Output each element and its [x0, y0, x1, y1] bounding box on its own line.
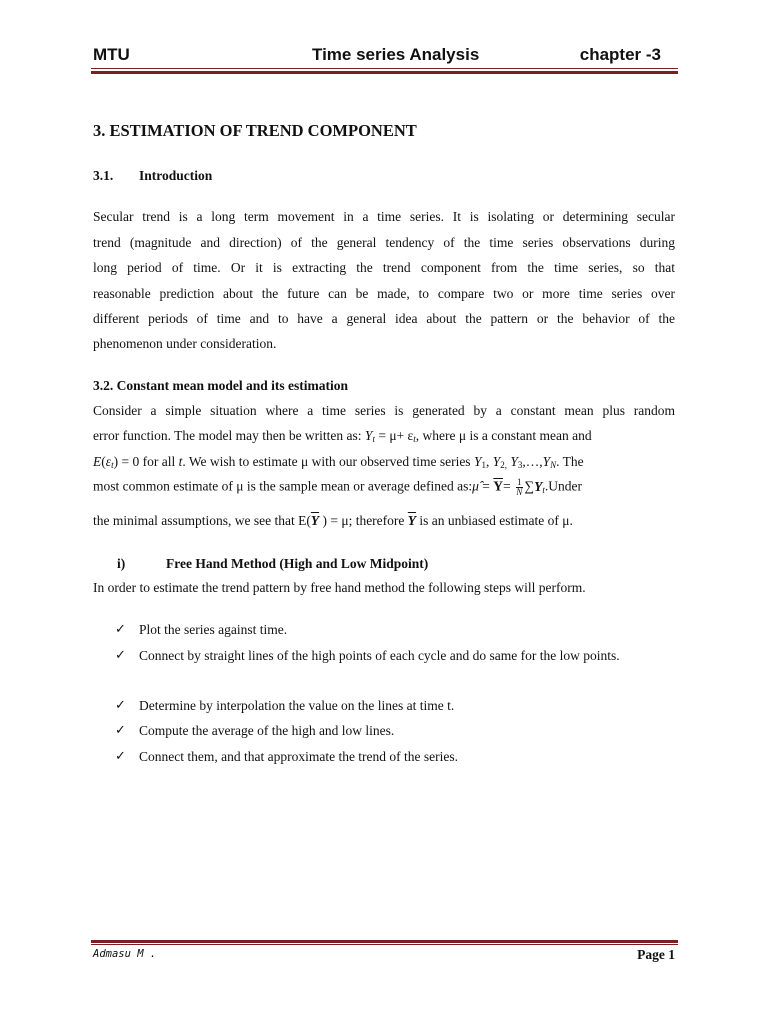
footer-rule-thin — [91, 944, 678, 945]
footer-author: Admasu M . — [93, 948, 157, 960]
page-header — [93, 45, 675, 67]
subsection-heading — [117, 556, 429, 572]
check-icon: ✓ — [115, 723, 126, 738]
paragraph-line: Consider a simple situation where a time series is generated by a constant mean plus random — [93, 403, 675, 418]
section-3-2-heading: 3.2. Constant mean model and its estimation — [93, 378, 349, 393]
paragraph-line: phenomenon under consideration. — [93, 336, 277, 351]
fraction-one-over-n: $\frac{1}{N}$ — [516, 477, 523, 497]
header-rule-thick — [91, 71, 678, 74]
check-icon: ✓ — [115, 698, 126, 713]
section-3-1-heading — [93, 168, 213, 184]
page-number: Page 1 — [637, 947, 675, 962]
subsection-intro: In order to estimate the trend pattern by free hand method the following steps will perform. — [93, 580, 586, 595]
footer-rule-thick — [91, 940, 678, 943]
paragraph-line: Secular trend is a long term movement in a time series. It is isolating or determining secular — [93, 209, 675, 224]
section-number: 3.1. — [93, 168, 114, 183]
model-equation: = μ+ ε — [378, 428, 414, 443]
header-left: MTU — [93, 45, 130, 64]
check-icon: ✓ — [115, 749, 126, 764]
header-right: chapter -3 — [579, 45, 661, 64]
subsection-title: Free Hand Method (High and Low Midpoint) — [166, 556, 429, 571]
chapter-title: 3. ESTIMATION OF TREND COMPONENT — [93, 121, 417, 140]
model-equation-line: error function. The model may then be written as: $Y_t = \mu+ \varepsilon_t$, where μ is a constant mean and — [93, 428, 592, 444]
check-icon: ✓ — [115, 648, 126, 663]
paragraph-line: different periods of time and to have a general idea about the pattern or the behavior of the — [93, 311, 675, 326]
header-center: Time series Analysis — [312, 45, 480, 64]
unbiased-line: the minimal assumptions, we see that $E(\overline{Y}$ ) = μ; therefore $\overline{Y}$ is an unbiased estimate of μ. — [93, 513, 573, 528]
paragraph-line: long period of time. Or it is extracting the trend component from the time series, so that — [93, 260, 675, 275]
estimator-line: most common estimate of μ is the sample mean or average defined as:μ̂ = $\overline{Y}=$ $\frac{1}{N}$ $\sum Y_t.Under$ — [93, 477, 583, 497]
check-icon: ✓ — [115, 622, 126, 637]
paragraph-line: reasonable prediction about the future can be made, to compare two or more time series over — [93, 286, 675, 301]
section-title: Introduction — [139, 168, 213, 183]
header-rule-thin — [91, 68, 678, 69]
paragraph-line: trend (magnitude and direction) of the general tendency of the time series observations during — [93, 235, 675, 250]
subsection-label: i) — [117, 556, 126, 571]
expectation-line: $E(\varepsilon_t) = 0$ for all t. We wish to estimate μ with our observed time series $Y_1$, $Y_{2,}$ $Y_3,\dots,Y_N$. The — [93, 454, 584, 470]
